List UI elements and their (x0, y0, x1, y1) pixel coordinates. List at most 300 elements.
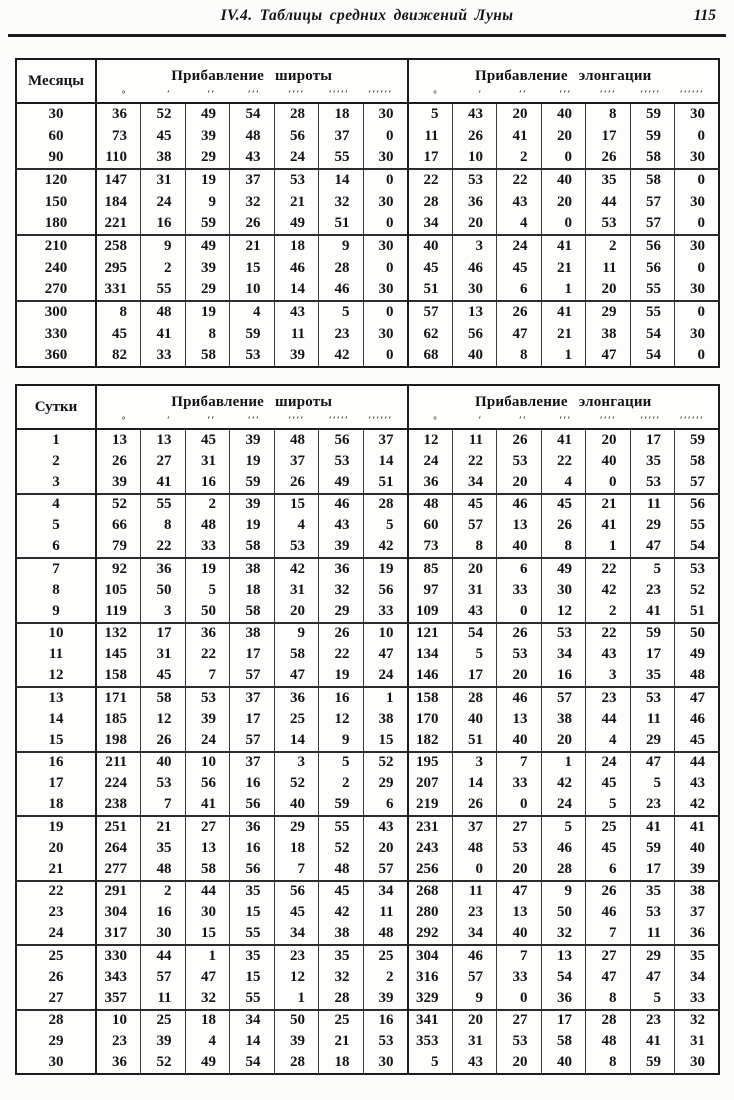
row-label-cell: 300 (16, 301, 96, 323)
latitude-cell: 221 (96, 213, 141, 235)
latitude-cell: 15 (230, 902, 275, 924)
latitude-cell: 224 (96, 773, 141, 795)
elongation-cell: 256 (408, 859, 453, 881)
latitude-cell: 24 (185, 730, 230, 752)
latitude-cell: 30 (363, 1053, 408, 1075)
table-row (16, 494, 719, 516)
latitude-cell: 20 (274, 601, 319, 623)
elongation-cell: 53 (630, 902, 675, 924)
latitude-cell: 55 (230, 924, 275, 946)
elongation-cell: 33 (675, 988, 720, 1010)
elongation-cell: 10 (452, 147, 497, 169)
unit-symbol: ′′′′′ (319, 85, 364, 103)
latitude-group-header: Прибавление широты (171, 394, 333, 410)
latitude-cell: 264 (96, 838, 141, 860)
header-rule (8, 34, 726, 37)
elongation-cell: 22 (452, 451, 497, 473)
elongation-cell: 170 (408, 709, 453, 731)
elongation-cell: 11 (630, 924, 675, 946)
row-label-cell: 3 (16, 472, 96, 494)
row-label-cell: 25 (16, 945, 96, 967)
latitude-cell: 33 (363, 601, 408, 623)
row-label-cell: 12 (16, 666, 96, 688)
elongation-cell: 207 (408, 773, 453, 795)
table-row (16, 773, 719, 795)
latitude-cell: 52 (141, 103, 186, 125)
latitude-cell: 41 (185, 795, 230, 817)
elongation-group-header: Прибавление элонгации (408, 59, 720, 85)
elongation-cell: 21 (541, 257, 586, 279)
row-label-cell: 29 (16, 1031, 96, 1053)
elongation-group-header: Прибавление элонгации (408, 385, 720, 411)
elongation-cell: 5 (541, 816, 586, 838)
latitude-cell: 29 (185, 147, 230, 169)
elongation-cell: 51 (675, 601, 720, 623)
elongation-cell: 48 (586, 1031, 631, 1053)
elongation-cell: 30 (675, 279, 720, 301)
elongation-cell: 44 (675, 752, 720, 774)
row-label-cell: 14 (16, 709, 96, 731)
unit-symbol: ° (96, 85, 141, 103)
table-row (16, 103, 719, 125)
elongation-cell: 243 (408, 838, 453, 860)
elongation-cell: 54 (541, 967, 586, 989)
latitude-cell: 184 (96, 191, 141, 213)
elongation-cell: 57 (452, 967, 497, 989)
latitude-cell: 158 (96, 666, 141, 688)
elongation-cell: 32 (675, 1010, 720, 1032)
elongation-cell: 13 (497, 515, 542, 537)
latitude-cell: 26 (319, 623, 364, 645)
latitude-cell: 32 (319, 191, 364, 213)
latitude-cell: 36 (274, 687, 319, 709)
elongation-cell: 8 (541, 537, 586, 559)
elongation-cell: 52 (675, 580, 720, 602)
latitude-cell: 198 (96, 730, 141, 752)
latitude-cell: 343 (96, 967, 141, 989)
latitude-cell: 39 (319, 537, 364, 559)
latitude-cell: 1 (274, 988, 319, 1010)
elongation-cell: 0 (675, 257, 720, 279)
latitude-cell: 7 (141, 795, 186, 817)
elongation-cell: 33 (497, 967, 542, 989)
elongation-cell: 59 (630, 838, 675, 860)
elongation-cell: 49 (675, 644, 720, 666)
latitude-cell: 37 (363, 429, 408, 451)
latitude-cell: 45 (274, 902, 319, 924)
elongation-cell: 28 (586, 1010, 631, 1032)
latitude-cell: 14 (274, 279, 319, 301)
elongation-cell: 34 (452, 472, 497, 494)
elongation-cell: 23 (630, 1010, 675, 1032)
latitude-cell: 39 (274, 1031, 319, 1053)
elongation-cell: 40 (497, 730, 542, 752)
latitude-cell: 357 (96, 988, 141, 1010)
latitude-cell: 28 (319, 257, 364, 279)
latitude-cell: 330 (96, 945, 141, 967)
latitude-cell: 38 (363, 709, 408, 731)
elongation-cell: 41 (586, 515, 631, 537)
row-label-cell: 9 (16, 601, 96, 623)
elongation-cell: 109 (408, 601, 453, 623)
elongation-cell: 1 (541, 279, 586, 301)
elongation-cell: 9 (452, 988, 497, 1010)
elongation-cell: 11 (408, 125, 453, 147)
elongation-cell: 46 (452, 945, 497, 967)
elongation-cell: 25 (586, 816, 631, 838)
latitude-cell: 147 (96, 169, 141, 191)
elongation-cell: 42 (675, 795, 720, 817)
latitude-cell: 36 (185, 623, 230, 645)
latitude-cell: 18 (230, 580, 275, 602)
table-head (16, 385, 719, 429)
elongation-cell: 46 (586, 902, 631, 924)
latitude-cell: 10 (230, 279, 275, 301)
row-label-cell: 28 (16, 1010, 96, 1032)
elongation-cell: 36 (541, 988, 586, 1010)
row-label-cell: 4 (16, 494, 96, 516)
row-label-cell: 26 (16, 967, 96, 989)
elongation-cell: 23 (452, 902, 497, 924)
latitude-cell: 39 (185, 125, 230, 147)
elongation-cell: 36 (452, 191, 497, 213)
latitude-cell: 54 (230, 1053, 275, 1075)
elongation-cell: 35 (630, 451, 675, 473)
latitude-cell: 58 (185, 345, 230, 367)
table-row (16, 1031, 719, 1053)
latitude-cell: 59 (230, 472, 275, 494)
elongation-cell: 43 (586, 644, 631, 666)
unit-symbol: ′′′′′ (319, 411, 364, 429)
elongation-cell: 7 (586, 924, 631, 946)
elongation-cell: 53 (675, 558, 720, 580)
latitude-cell: 43 (319, 515, 364, 537)
elongation-cell: 57 (408, 301, 453, 323)
elongation-cell: 22 (408, 169, 453, 191)
days-table (15, 384, 720, 1075)
unit-symbol: ′′′′′′ (363, 411, 408, 429)
unit-symbol: ′ (141, 85, 186, 103)
row-label-cell: 90 (16, 147, 96, 169)
elongation-cell: 53 (497, 1031, 542, 1053)
elongation-cell: 30 (541, 580, 586, 602)
elongation-cell: 55 (630, 279, 675, 301)
elongation-cell: 22 (497, 169, 542, 191)
table-row (16, 451, 719, 473)
latitude-cell: 25 (141, 1010, 186, 1032)
row-label-cell: 240 (16, 257, 96, 279)
latitude-cell: 34 (363, 881, 408, 903)
latitude-cell: 10 (96, 1010, 141, 1032)
latitude-cell: 56 (319, 429, 364, 451)
latitude-cell: 13 (185, 838, 230, 860)
latitude-cell: 9 (141, 235, 186, 257)
elongation-cell: 22 (586, 558, 631, 580)
elongation-cell: 42 (586, 580, 631, 602)
latitude-cell: 18 (319, 1053, 364, 1075)
table-row (16, 945, 719, 967)
elongation-cell: 45 (497, 257, 542, 279)
latitude-cell: 119 (96, 601, 141, 623)
elongation-cell: 35 (630, 666, 675, 688)
elongation-cell: 121 (408, 623, 453, 645)
latitude-cell: 16 (141, 213, 186, 235)
elongation-cell: 30 (675, 147, 720, 169)
elongation-cell: 26 (586, 881, 631, 903)
latitude-cell: 48 (185, 515, 230, 537)
latitude-cell: 32 (230, 191, 275, 213)
table-row (16, 515, 719, 537)
latitude-cell: 37 (230, 687, 275, 709)
latitude-cell: 19 (185, 301, 230, 323)
latitude-cell: 26 (141, 730, 186, 752)
elongation-cell: 146 (408, 666, 453, 688)
elongation-cell: 20 (452, 213, 497, 235)
elongation-cell: 20 (541, 191, 586, 213)
elongation-cell: 46 (452, 257, 497, 279)
latitude-cell: 238 (96, 795, 141, 817)
latitude-cell: 3 (274, 752, 319, 774)
latitude-cell: 3 (141, 601, 186, 623)
elongation-cell: 57 (541, 687, 586, 709)
elongation-cell: 20 (497, 666, 542, 688)
latitude-cell: 46 (274, 257, 319, 279)
latitude-cell: 21 (230, 235, 275, 257)
latitude-cell: 18 (185, 1010, 230, 1032)
table-row (16, 795, 719, 817)
group-header-row (16, 385, 719, 411)
elongation-cell: 53 (630, 472, 675, 494)
elongation-cell: 44 (586, 191, 631, 213)
latitude-cell: 39 (185, 709, 230, 731)
latitude-cell: 55 (319, 816, 364, 838)
table-row (16, 537, 719, 559)
elongation-cell: 34 (452, 924, 497, 946)
row-label-cell: 150 (16, 191, 96, 213)
row-label-cell: 180 (16, 213, 96, 235)
elongation-cell: 40 (541, 169, 586, 191)
elongation-cell: 17 (630, 644, 675, 666)
elongation-cell: 40 (586, 451, 631, 473)
latitude-cell: 24 (274, 147, 319, 169)
latitude-cell: 56 (274, 881, 319, 903)
latitude-cell: 317 (96, 924, 141, 946)
table-row (16, 967, 719, 989)
elongation-cell: 0 (675, 345, 720, 367)
elongation-cell: 46 (675, 709, 720, 731)
latitude-cell: 32 (319, 967, 364, 989)
latitude-cell: 15 (230, 257, 275, 279)
latitude-cell: 31 (274, 580, 319, 602)
elongation-cell: 0 (452, 859, 497, 881)
elongation-cell: 20 (497, 472, 542, 494)
latitude-cell: 47 (274, 666, 319, 688)
latitude-cell: 39 (96, 472, 141, 494)
elongation-cell: 45 (586, 838, 631, 860)
latitude-cell: 57 (363, 859, 408, 881)
elongation-cell: 22 (541, 451, 586, 473)
latitude-cell: 0 (363, 169, 408, 191)
elongation-cell: 47 (497, 323, 542, 345)
elongation-cell: 13 (497, 902, 542, 924)
latitude-cell: 58 (141, 687, 186, 709)
latitude-cell: 47 (185, 967, 230, 989)
table-row (16, 666, 719, 688)
latitude-cell: 55 (141, 494, 186, 516)
elongation-cell: 43 (452, 1053, 497, 1075)
elongation-cell: 56 (452, 323, 497, 345)
latitude-cell: 20 (363, 838, 408, 860)
latitude-cell: 36 (96, 103, 141, 125)
latitude-cell: 0 (363, 213, 408, 235)
latitude-cell: 35 (141, 838, 186, 860)
latitude-cell: 40 (274, 795, 319, 817)
latitude-cell: 145 (96, 644, 141, 666)
table-body (16, 429, 719, 1074)
latitude-cell: 42 (319, 902, 364, 924)
latitude-cell: 23 (96, 1031, 141, 1053)
latitude-cell: 39 (230, 429, 275, 451)
elongation-cell: 37 (675, 902, 720, 924)
unit-symbol: ′′′′′′ (675, 411, 720, 429)
latitude-cell: 34 (274, 924, 319, 946)
row-label-cell: 11 (16, 644, 96, 666)
elongation-cell: 57 (630, 213, 675, 235)
latitude-cell: 48 (274, 429, 319, 451)
table-row (16, 235, 719, 257)
latitude-cell: 43 (274, 301, 319, 323)
latitude-cell: 15 (274, 494, 319, 516)
elongation-cell: 23 (630, 795, 675, 817)
elongation-cell: 40 (541, 103, 586, 125)
elongation-cell: 34 (675, 967, 720, 989)
elongation-cell: 30 (675, 323, 720, 345)
elongation-cell: 26 (497, 429, 542, 451)
elongation-cell: 54 (630, 323, 675, 345)
elongation-cell: 49 (541, 558, 586, 580)
elongation-cell: 6 (497, 558, 542, 580)
latitude-cell: 24 (363, 666, 408, 688)
elongation-cell: 50 (675, 623, 720, 645)
elongation-cell: 32 (541, 924, 586, 946)
latitude-cell: 0 (363, 125, 408, 147)
latitude-cell: 41 (141, 472, 186, 494)
months-table (15, 58, 720, 368)
elongation-cell: 8 (586, 103, 631, 125)
row-label-cell: 2 (16, 451, 96, 473)
latitude-cell: 14 (230, 1031, 275, 1053)
row-label-cell: 210 (16, 235, 96, 257)
latitude-group-header: Прибавление широты (171, 68, 333, 84)
latitude-cell: 45 (141, 666, 186, 688)
latitude-cell: 52 (141, 1053, 186, 1075)
latitude-cell: 19 (230, 451, 275, 473)
elongation-cell: 8 (586, 1053, 631, 1075)
latitude-cell: 7 (274, 859, 319, 881)
elongation-cell: 26 (541, 515, 586, 537)
latitude-cell: 48 (230, 125, 275, 147)
unit-symbol: ′′′′′′ (675, 85, 720, 103)
latitude-cell: 59 (185, 213, 230, 235)
elongation-cell: 195 (408, 752, 453, 774)
latitude-cell: 82 (96, 345, 141, 367)
elongation-cell: 40 (675, 838, 720, 860)
elongation-cell: 68 (408, 345, 453, 367)
latitude-cell: 14 (274, 730, 319, 752)
elongation-cell: 21 (541, 323, 586, 345)
table-row (16, 838, 719, 860)
latitude-cell: 36 (141, 558, 186, 580)
unit-symbol: ′′′ (230, 85, 275, 103)
latitude-cell: 4 (230, 301, 275, 323)
latitude-cell: 36 (230, 816, 275, 838)
elongation-cell: 0 (586, 472, 631, 494)
elongation-cell: 38 (541, 709, 586, 731)
unit-symbol: ′ (452, 411, 497, 429)
latitude-cell: 23 (319, 323, 364, 345)
latitude-cell: 55 (141, 279, 186, 301)
row-label-cell: 21 (16, 859, 96, 881)
elongation-cell: 24 (408, 451, 453, 473)
latitude-cell: 19 (185, 169, 230, 191)
latitude-cell: 35 (319, 945, 364, 967)
latitude-cell: 21 (141, 816, 186, 838)
elongation-cell: 8 (452, 537, 497, 559)
elongation-cell: 29 (630, 945, 675, 967)
latitude-cell: 39 (230, 494, 275, 516)
elongation-cell: 59 (630, 1053, 675, 1075)
latitude-cell: 6 (363, 795, 408, 817)
latitude-cell: 295 (96, 257, 141, 279)
elongation-cell: 97 (408, 580, 453, 602)
latitude-cell: 26 (96, 451, 141, 473)
elongation-cell: 5 (630, 558, 675, 580)
table-row (16, 859, 719, 881)
elongation-cell: 40 (497, 924, 542, 946)
elongation-cell: 11 (452, 429, 497, 451)
latitude-cell: 49 (185, 103, 230, 125)
elongation-cell: 59 (675, 429, 720, 451)
elongation-cell: 6 (497, 279, 542, 301)
latitude-cell: 5 (185, 580, 230, 602)
elongation-cell: 35 (675, 945, 720, 967)
unit-symbols-row (16, 85, 719, 103)
group-header-row (16, 59, 719, 85)
latitude-cell: 31 (141, 169, 186, 191)
latitude-cell: 48 (363, 924, 408, 946)
latitude-cell: 5 (363, 515, 408, 537)
latitude-cell: 12 (141, 709, 186, 731)
elongation-cell: 134 (408, 644, 453, 666)
table-row (16, 687, 719, 709)
row-label-cell: 270 (16, 279, 96, 301)
elongation-cell: 55 (675, 515, 720, 537)
elongation-cell: 1 (586, 537, 631, 559)
elongation-cell: 36 (675, 924, 720, 946)
elongation-cell: 47 (675, 687, 720, 709)
elongation-cell: 23 (586, 687, 631, 709)
row-label-header: Месяцы (16, 59, 96, 103)
elongation-cell: 5 (630, 988, 675, 1010)
latitude-cell: 110 (96, 147, 141, 169)
latitude-cell: 48 (141, 859, 186, 881)
latitude-cell: 19 (185, 558, 230, 580)
table-row (16, 429, 719, 451)
latitude-cell: 22 (185, 644, 230, 666)
elongation-cell: 47 (586, 345, 631, 367)
latitude-cell: 4 (185, 1031, 230, 1053)
latitude-cell: 29 (319, 601, 364, 623)
